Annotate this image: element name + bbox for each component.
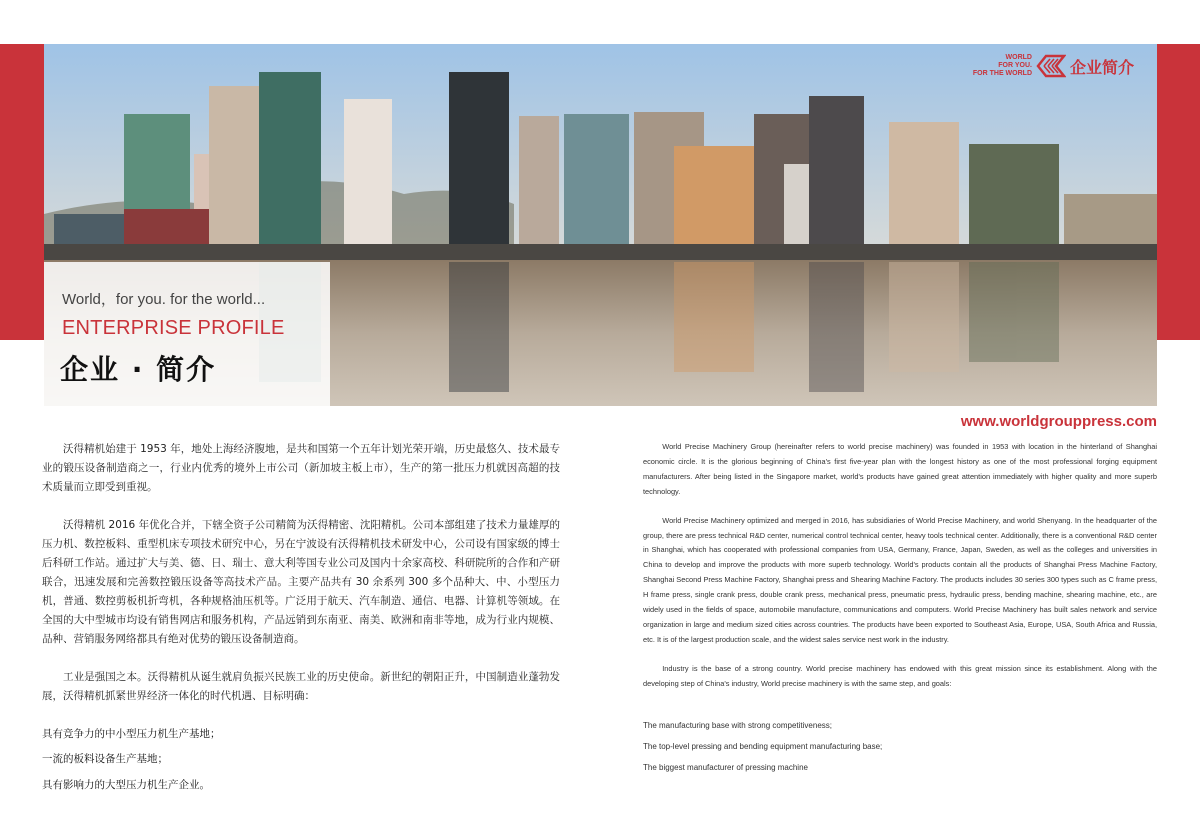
enterprise-profile-title: ENTERPRISE PROFILE — [62, 317, 285, 339]
cn-paragraph-2: 沃得精机 2016 年优化合并，下辖全资子公司精简为沃得精密、沈阳精机。公司本部组建了技术力量雄厚的压力机、数控板料、重型机床专项技术研究中心，另在宁波设有沃得精机技术研发中心，公司设有国家级的博士后科研工作站。通过扩大与美、德、日、瑞士、意大利等国专业公司及国内十余家高校、科研院所的合作和产研联合，迅速发展和完善数控锻压设备等高技术产品。主要产品共有 30 余系列 300 多个品种大、中、小型压力机，普通、数控剪板机折弯机，各种规格油压机等。广泛用于航天、汽车制造、通信、电器、计算机等领域。在全国的大中型城市均设有销售网店和服务机构，产品远销到东南亚、南美、欧洲和南非等地，成为行业内规模、品种、营销服务网络都具有绝对优势的锻压设备制造商。 — [42, 519, 560, 645]
en-paragraph-1: World Precise Machinery Group (hereinafter refers to world precise machinery) was founded in 1953 with location in the hinterland of Shanghai economic circle. It is the glorious beginning of China's first five-year plan with the longest history as one of the most professional forging equipment manufacturers. After being listed in the Singapore market, world's products have gained great attention immediately with higher quality and more superb technology. — [643, 442, 1157, 496]
logo-line-1: WORLD — [1005, 54, 1032, 61]
cn-paragraph-1: 沃得精机始建于 1953 年，地处上海经济腹地，是共和国第一个五年计划光荣开端，历史最悠久、技术最专业的锻压设备制造商之一，行业内优秀的境外上市公司（新加坡主板上市），生产的第一批压力机就因高超的技术质量而立即受到重视。 — [42, 443, 560, 493]
logo-mark-icon — [1036, 54, 1066, 78]
en-goal-1: The manufacturing base with strong competitiveness; — [643, 721, 832, 730]
cn-goals-list — [42, 715, 221, 802]
cn-goal-3: 具有影响力的大型压力机生产企业。 — [42, 778, 210, 791]
logo-line-3: FOR THE WORLD — [972, 70, 1032, 77]
website-link[interactable]: www.worldgrouppress.com — [960, 413, 1157, 430]
logo-slogan — [970, 54, 1032, 78]
logo-chinese-title: 企业简介 — [1070, 57, 1135, 77]
logo-line-2: FOR YOU. — [998, 62, 1032, 69]
en-goals-list — [643, 715, 882, 778]
english-body-column — [643, 440, 1157, 706]
hero-tagline: World，for you. for the world... — [62, 291, 266, 308]
en-goal-2: The top-level pressing and bending equipment manufacturing base; — [643, 742, 883, 751]
brand-logo — [970, 48, 1150, 84]
en-paragraph-3: Industry is the base of a strong country. World precise machinery has endowed with this great mission since its establishment. Along with the developing step of China's industry, World precise machinery is with the same step, and goals: — [643, 663, 1157, 688]
chinese-body-column — [42, 440, 560, 725]
cn-goal-1: 具有竞争力的中小型压力机生产基地； — [42, 727, 221, 740]
cn-paragraph-3: 工业是强国之本。沃得精机从诞生就肩负振兴民族工业的历史使命。新世纪的朝阳正升，中国制造业蓬勃发展，沃得精机抓紧世界经济一体化的时代机遇、目标明确： — [42, 671, 560, 702]
en-goal-3: The biggest manufacturer of pressing machine — [643, 763, 808, 772]
cn-goal-2: 一流的板料设备生产基地； — [42, 753, 168, 765]
en-paragraph-2: World Precise Machinery optimized and merged in 2016, has subsidiaries of World Precise Machinery, and world Shenyang. In the headquarter of the group, there are press technical R&D center, numerical control technical center, heavy tools technical center. Additionally, there is a conventional R&D center in Shanghai, which has cooperated with professional companies from USA, Germany, France, Japan, Sweden, as well as the colleges and universities in China to develop and improve the products with more superb technology. World's products contain all the products of Shanghai Press Machine Factory, Shanghai Second Press Machine Factory, Shanghai press and Shearing Machine Factory. The products includes 30 series 300 types such as C frame press, H frame press, single crank press, double crank press, mechanical press, pneumatic press, hydraulic press, bending machine, shearing machine, etc., are widely used in the fields of space, automobile manufacture, communications and computers. World Precise Machinery has built sales network and service organization in large and medium sized cities across countries. The products have been exported to Southeast Asia, Europe, USA, South Africa and Russia, etc. It is of the largest production scale, and the widest sales service nest work in the industry. — [643, 515, 1157, 644]
enterprise-profile-cn-title: 企业 · 简介 — [60, 353, 217, 386]
